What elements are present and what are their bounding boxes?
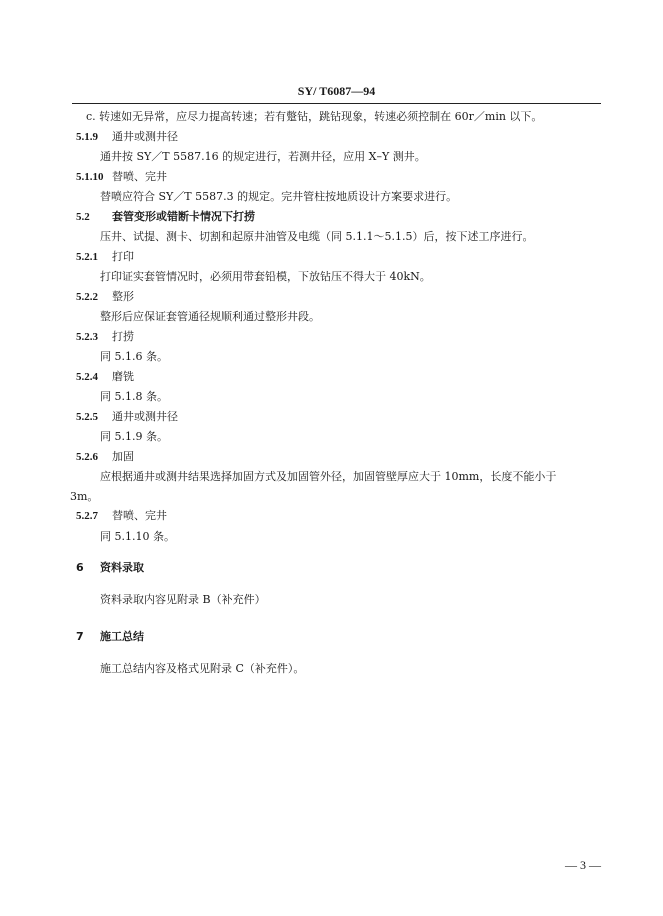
paragraph: 整形后应保证套管通径规顺利通过整形井段。	[100, 310, 320, 323]
standard-code-header: SY/ T6087—94	[297, 84, 376, 98]
clause-title: 通井或测井径	[112, 409, 178, 423]
clause-title: 套管变形或错断卡情况下打捞	[112, 209, 255, 223]
clause-heading	[76, 287, 598, 308]
clause-number: 5.2.2	[76, 290, 98, 303]
clause-title: 磨铣	[112, 369, 134, 383]
section-title: 资料录取	[100, 561, 144, 574]
clause-number: 5.2.7	[76, 510, 98, 522]
clause-title: 通井或测井径	[112, 129, 178, 143]
clause-number: 5.2.4	[76, 370, 98, 383]
paragraph: 施工总结内容及格式见附录 C（补充件）。	[100, 661, 305, 675]
clause-heading	[76, 447, 598, 468]
clause-number: 5.2.1	[76, 250, 98, 263]
clause-title: 打捞	[112, 329, 134, 343]
paragraph: 同 5.1.9 条。	[100, 430, 168, 443]
clause-title: 整形	[112, 289, 134, 303]
clause-heading	[76, 327, 598, 348]
clause-number: 5.1.9	[76, 130, 98, 143]
section-heading	[76, 558, 598, 578]
clause-heading	[76, 127, 598, 148]
clause-heading	[76, 367, 598, 388]
clause-number: 5.2.6	[76, 450, 98, 463]
paragraph: 资料录取内容见附录 B（补充件）	[100, 592, 266, 606]
section-title: 施工总结	[100, 630, 144, 643]
clause-title: 替喷、完井	[112, 169, 167, 183]
paragraph: 同 5.1.6 条。	[100, 350, 168, 363]
section-heading	[76, 627, 598, 647]
clause-heading	[76, 207, 598, 228]
clause-number: 5.2.5	[76, 410, 98, 423]
paragraph: 压井、试提、测卡、切割和起原井油管及电缆（同 5.1.1～5.1.5）后，按下述工序进行。	[100, 230, 534, 243]
paragraph: 打印证实套管情况时，必须用带套铅模，下放钻压不得大于 40kN。	[100, 270, 431, 283]
paragraph: 同 5.1.8 条。	[100, 390, 168, 403]
section-number: 7	[76, 630, 84, 643]
section-number: 6	[76, 561, 84, 574]
clause-title: 打印	[112, 249, 134, 263]
clause-heading	[76, 407, 598, 428]
spacer	[76, 546, 598, 558]
spacer	[76, 578, 598, 590]
page-number: — 3 —	[565, 858, 601, 872]
clause-heading	[76, 167, 598, 188]
document-body	[70, 107, 598, 678]
paragraph: 同 5.1.10 条。	[100, 529, 175, 543]
item-c: c. 转速如无异常，应尽力提高转速；若有蹩钻，跳钻现象，转速必须控制在 60r／min 以下。	[86, 110, 543, 123]
paragraph: 应根据通井或测井结果选择加固方式及加固管外径，加固管壁厚应大于 10mm，长度不能小于	[100, 470, 557, 483]
paragraph: 替喷应符合 SY／T 5587.3 的规定。完井管柱按地质设计方案要求进行。	[100, 190, 458, 203]
header-rule	[72, 103, 601, 104]
clause-number: 5.1.10	[76, 170, 104, 183]
clause-heading	[76, 506, 598, 527]
clause-number: 5.2	[76, 210, 90, 223]
spacer	[76, 647, 598, 659]
spacer	[76, 609, 598, 627]
clause-heading	[76, 247, 598, 268]
clause-title: 加固	[112, 449, 134, 463]
paragraph-continuation: 3m。	[70, 489, 99, 503]
clause-number: 5.2.3	[76, 330, 98, 343]
paragraph: 通井按 SY／T 5587.16 的规定进行，若测井径，应用 X–Y 测井。	[100, 150, 426, 163]
clause-title: 替喷、完井	[112, 509, 167, 522]
